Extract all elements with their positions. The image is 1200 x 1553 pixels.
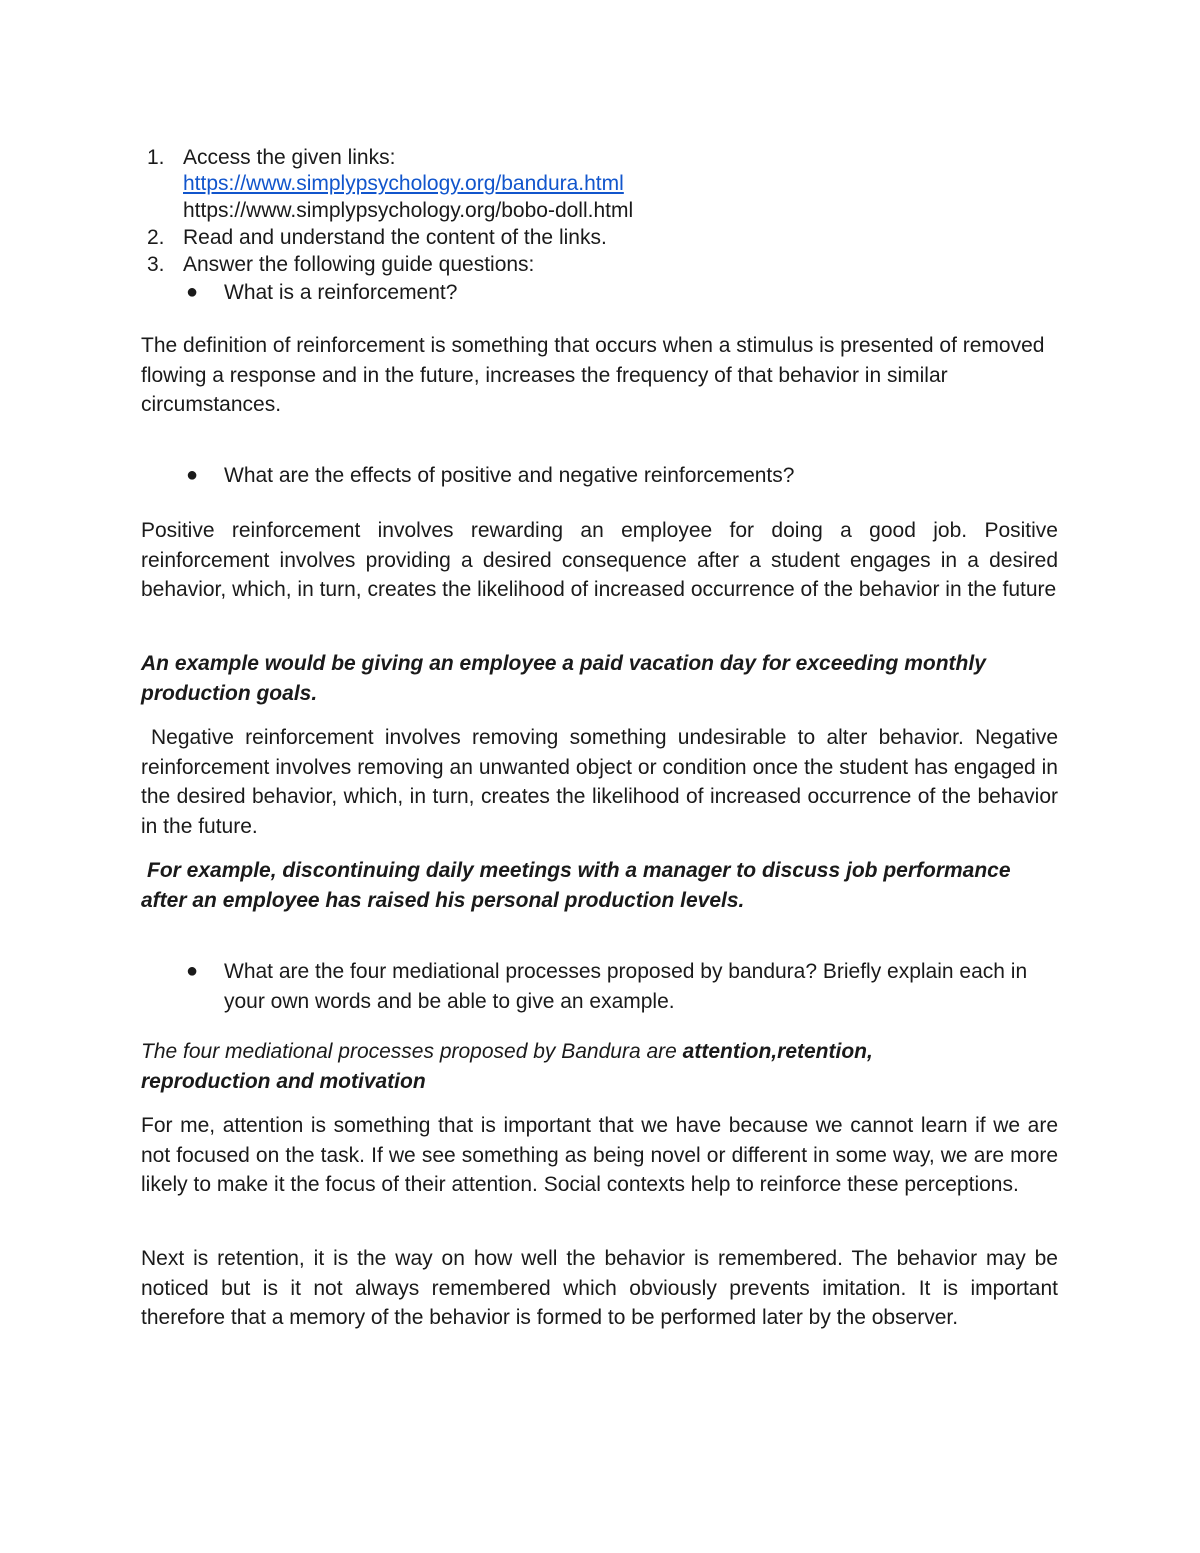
question-reinforcement: What is a reinforcement? bbox=[224, 281, 458, 304]
list-item-access-links: Access the given links: bbox=[183, 146, 396, 169]
list-item-answer-questions: Answer the following guide questions: bbox=[183, 253, 535, 276]
answer-retention: Next is retention, it is the way on how well the behavior is remembered. The behavior may be noticed but is it not always remembered which obviously prevents imitation. It is important therefore that a memory of the behavior is formed to be performed later by the observer. bbox=[141, 1247, 1058, 1329]
list-number-2: 2. bbox=[147, 226, 165, 249]
bullet-icon: ● bbox=[186, 960, 199, 982]
list-number-3: 3. bbox=[147, 253, 165, 276]
positive-example: An example would be giving an employee a paid vacation day for exceeding monthly production goals. bbox=[141, 652, 986, 705]
bobo-doll-link-text: https://www.simplypsychology.org/bobo-doll.html bbox=[183, 199, 634, 222]
bullet-icon: ● bbox=[186, 281, 199, 303]
list-item-read-content: Read and understand the content of the links. bbox=[183, 226, 607, 249]
mediational-list: attention,retention, reproduction and motivation bbox=[141, 1040, 873, 1093]
answer-attention: For me, attention is something that is important that we have because we cannot learn if we are not focused on the task. If we see something as being novel or different in some way, we are more likely to make it the focus of their attention. Social contexts help to reinforce these perceptions. bbox=[141, 1114, 1058, 1196]
answer-negative-reinforcement: Negative reinforcement involves removing something undesirable to alter behavior. Negative reinforcement involves removing an unwanted object or condition once the student has engaged in the desired behavior, which, in turn, creates the likelihood of increased occurrence of the behavior in the future. bbox=[141, 726, 1058, 838]
list-number-1: 1. bbox=[147, 146, 165, 169]
answer-positive-reinforcement: Positive reinforcement involves rewarding an employee for doing a good job. Positive reinforcement involves providing a desired consequence after a student engages in a desired behavior, which, in turn, creates the likelihood of increased occurrence of the behavior in the future bbox=[141, 519, 1058, 601]
mediational-intro: The four mediational processes proposed by Bandura are bbox=[141, 1040, 683, 1063]
question-effects: What are the effects of positive and negative reinforcements? bbox=[224, 464, 795, 487]
negative-example: For example, discontinuing daily meetings with a manager to discuss job performance after an employee has raised his personal production levels. bbox=[141, 859, 1011, 912]
bandura-link[interactable]: https://www.simplypsychology.org/bandura.html bbox=[183, 172, 624, 195]
answer-reinforcement-definition: The definition of reinforcement is something that occurs when a stimulus is presented of removed flowing a response and in the future, increases the frequency of that behavior in similar circumstances. bbox=[141, 334, 1045, 416]
question-mediational-processes: What are the four mediational processes proposed by bandura? Briefly explain each in your own words and be able to give an example. bbox=[224, 960, 1028, 1013]
mediational-intro-paragraph bbox=[141, 1037, 1001, 1096]
bullet-icon: ● bbox=[186, 464, 199, 486]
